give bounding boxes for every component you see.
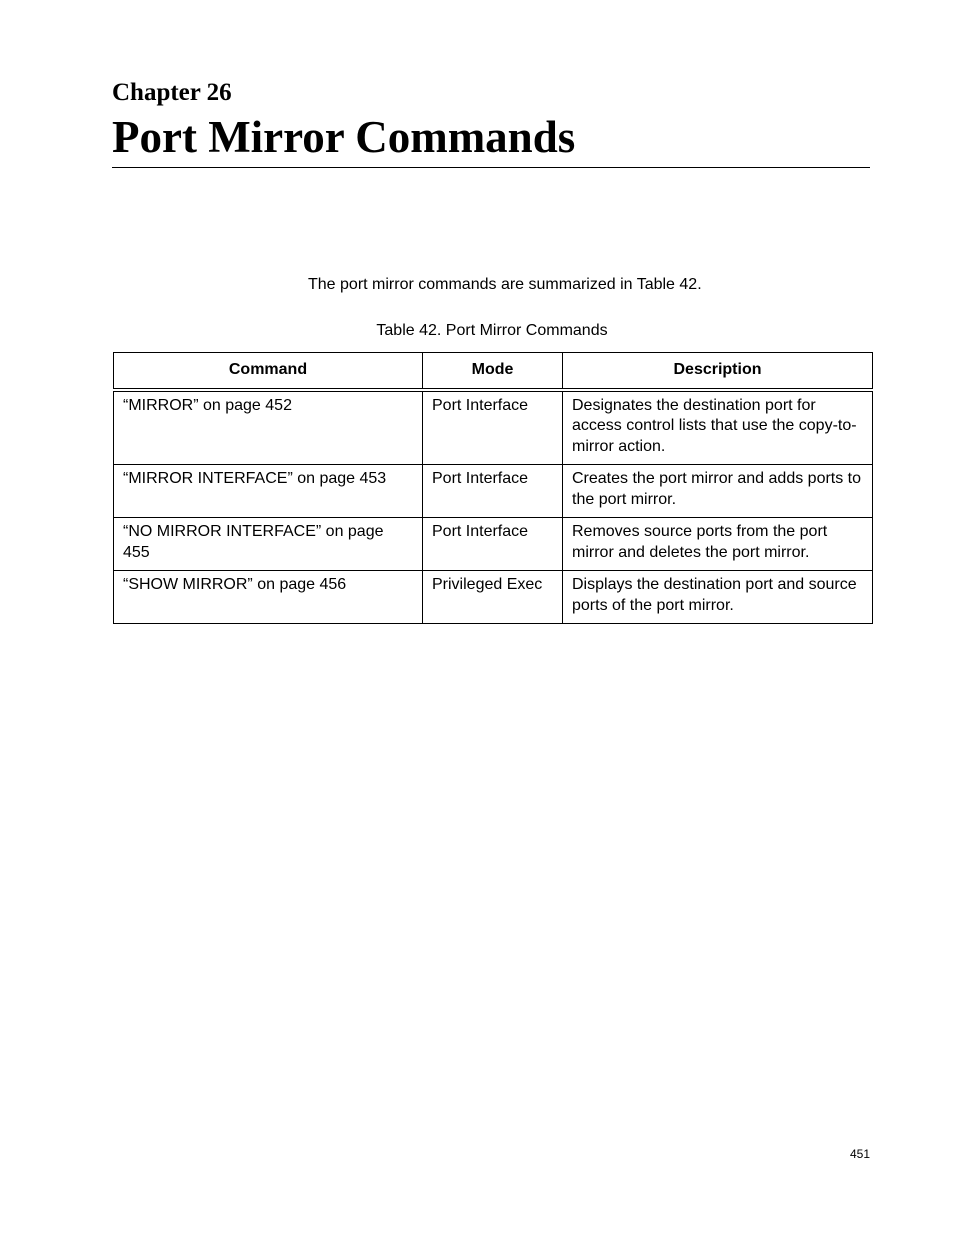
table-row [114, 518, 873, 571]
table-row [114, 465, 873, 518]
command-cell[interactable]: “SHOW MIRROR” on page 456 [114, 571, 423, 624]
commands-table [113, 352, 873, 624]
column-header-mode: Mode [423, 353, 563, 390]
command-cell[interactable]: “MIRROR INTERFACE” on page 453 [114, 465, 423, 518]
chapter-title: Port Mirror Commands [112, 112, 576, 162]
description-cell: Displays the destination port and source ports of the port mirror. [563, 571, 873, 624]
mode-cell: Privileged Exec [423, 571, 563, 624]
chapter-label: Chapter 26 [112, 79, 232, 106]
column-header-command: Command [114, 353, 423, 390]
mode-cell: Port Interface [423, 518, 563, 571]
column-header-description: Description [563, 353, 873, 390]
description-cell: Creates the port mirror and adds ports to the port mirror. [563, 465, 873, 518]
table-row [114, 390, 873, 465]
command-cell[interactable]: “NO MIRROR INTERFACE” on page 455 [114, 518, 423, 571]
title-divider [112, 167, 870, 168]
page-number: 451 [849, 1147, 870, 1161]
mode-cell: Port Interface [423, 465, 563, 518]
table-caption: Table 42. Port Mirror Commands [376, 322, 608, 339]
table-header-row [114, 353, 873, 390]
intro-paragraph: The port mirror commands are summarized in Table 42. [308, 276, 702, 293]
command-cell[interactable]: “MIRROR” on page 452 [114, 390, 423, 465]
description-cell: Removes source ports from the port mirror and deletes the port mirror. [563, 518, 873, 571]
mode-cell: Port Interface [423, 390, 563, 465]
description-cell: Designates the destination port for access control lists that use the copy-to-mirror action. [563, 390, 873, 465]
table-row [114, 571, 873, 624]
